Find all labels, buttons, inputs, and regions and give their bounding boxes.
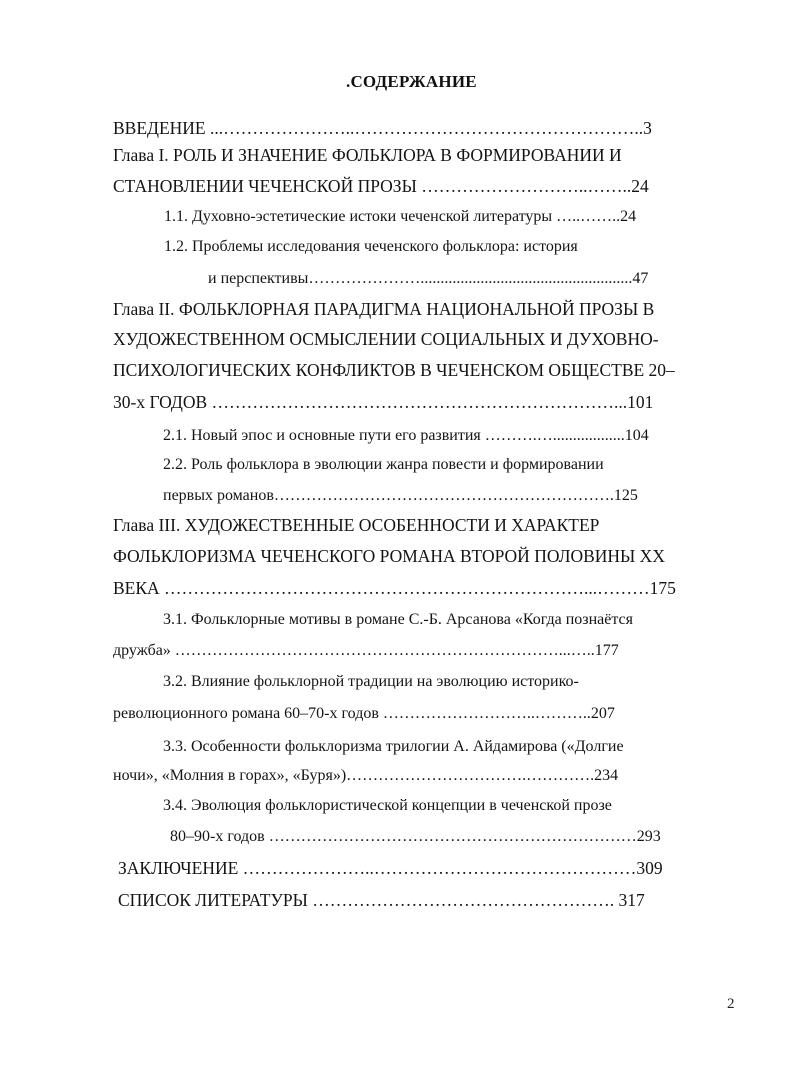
toc-section-3-4-cont: 80–90-х годов ……………………………………………………………293 (170, 828, 661, 845)
toc-section-3-2: 3.2. Влияние фольклорной традиции на эволюцию историко- (163, 673, 579, 690)
toc-section-3-3-cont: ночи», «Молния в горах», «Буря»)…………………………….………….234 (113, 767, 619, 784)
toc-section-3-4: 3.4. Эволюция фольклористической концепции в чеченской прозе (163, 797, 612, 814)
toc-chapter-3-heading: Глава III. ХУДОЖЕСТВЕННЫЕ ОСОБЕННОСТИ И ХАРАКТЕР (113, 515, 600, 535)
toc-section-2-2-cont: первых романов……………………………………………………….125 (163, 487, 638, 504)
toc-chapter-2-heading-cont-1: ХУДОЖЕСТВЕННОМ ОСМЫСЛЕНИИ СОЦИАЛЬНЫХ И ДУХОВНО- (113, 329, 659, 349)
toc-chapter-2-heading-cont-2: ПСИХОЛОГИЧЕСКИХ КОНФЛИКТОВ В ЧЕЧЕНСКОМ ОБЩЕСТВЕ 20– (113, 360, 675, 380)
page-number: 2 (727, 996, 735, 1012)
toc-chapter-3-heading-cont-2: ВЕКА ………………………………………………………………...………175 (113, 578, 676, 598)
toc-section-1-2: 1.2. Проблемы исследования чеченского фольклора: история (164, 238, 578, 255)
toc-section-1-2-cont: и перспективы………………….....................................................47 (208, 270, 649, 287)
toc-entry-conclusion: ЗАКЛЮЧЕНИЕ …………………..………………………………………309 (118, 858, 663, 878)
toc-chapter-2-heading-cont-3: 30-х ГОДОВ ……………………………………………………………...101 (113, 392, 654, 412)
toc-section-3-2-cont: революционного романа 60–70-х годов ………………………..………..207 (113, 705, 615, 722)
toc-section-2-2: 2.2. Роль фольклора в эволюции жанра повести и формировании (163, 456, 604, 473)
page-title: .СОДЕРЖАНИЕ (346, 72, 477, 91)
toc-section-3-1: 3.1. Фольклорные мотивы в романе С.-Б. Арсанова «Когда познаётся (163, 611, 634, 628)
toc-section-2-1: 2.1. Новый эпос и основные пути его развития ……….…..................104 (163, 427, 649, 444)
toc-chapter-1-heading-cont: СТАНОВЛЕНИИ ЧЕЧЕНСКОЙ ПРОЗЫ ………………………..……..24 (113, 176, 649, 196)
toc-section-3-3: 3.3. Особенности фольклоризма трилогии А. Айдамирова («Долгие (163, 738, 624, 755)
toc-entry-bibliography: СПИСОК ЛИТЕРАТУРЫ ……………………………………………. 317 (118, 890, 645, 910)
toc-section-1-1: 1.1. Духовно-эстетические истоки чеченской литературы …..……..24 (164, 208, 637, 225)
toc-chapter-3-heading-cont-1: ФОЛЬКЛОРИЗМА ЧЕЧЕНСКОГО РОМАНА ВТОРОЙ ПОЛОВИНЫ XX (113, 546, 665, 566)
toc-chapter-2-heading: Глава II. ФОЛЬКЛОРНАЯ ПАРАДИГМА НАЦИОНАЛЬНОЙ ПРОЗЫ В (113, 299, 655, 319)
toc-section-3-1-cont: дружба» ………………………………………………………………...…..177 (113, 642, 619, 659)
toc-chapter-1-heading: Глава I. РОЛЬ И ЗНАЧЕНИЕ ФОЛЬКЛОРА В ФОРМИРОВАНИИ И (113, 145, 622, 165)
toc-entry-introduction: ВВЕДЕНИЕ ...…………………..…………………………………………..3 (113, 118, 652, 138)
